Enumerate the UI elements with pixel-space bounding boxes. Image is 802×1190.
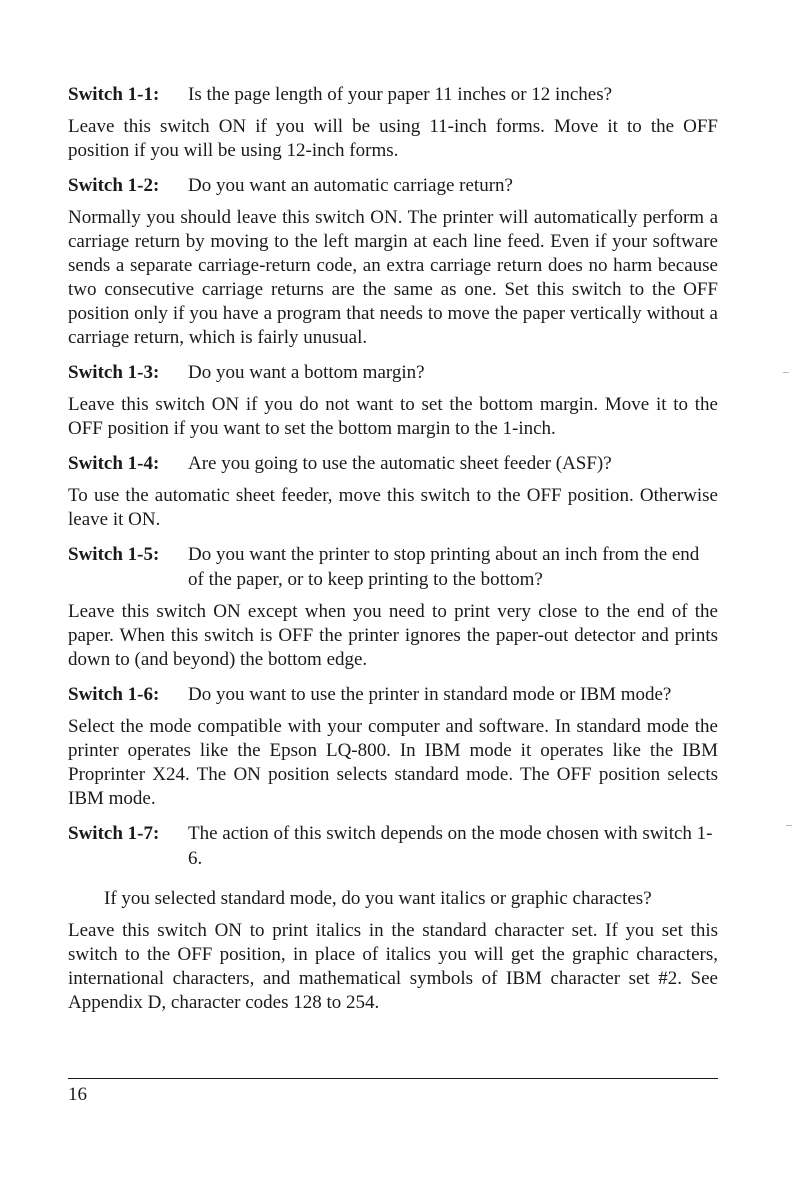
switch-heading	[68, 173, 718, 198]
switch-description: Leave this switch ON if you will be using 11-inch forms. Move it to the OFF position if you will be using 12-inch forms.	[68, 116, 718, 161]
scan-speck	[783, 372, 789, 373]
switch-description: Normally you should leave this switch ON. The printer will automatically perform a carriage return by moving to the left margin at each line feed. Even if your software sends a separate carriage-return code, an extra carriage return does no harm because two consecutive carriage returns are the same as one. Set this switch to the OFF position only if you have a program that needs to move the paper vertically without a carriage return, which is fairly unusual.	[68, 207, 718, 348]
switch-label: Switch 1-7:	[68, 823, 160, 844]
scan-speck	[786, 825, 792, 826]
footer-rule	[68, 1078, 718, 1079]
switch-question: The action of this switch depends on the mode chosen with switch 1-6.	[188, 823, 713, 869]
switch-description: Leave this switch ON if you do not want to set the bottom margin. Move it to the OFF position if you want to set the bottom margin to the 1-inch.	[68, 394, 718, 439]
switch-question: Do you want to use the printer in standard mode or IBM mode?	[188, 684, 672, 705]
switch-section-1-7	[68, 821, 718, 1015]
switch-label: Switch 1-4:	[68, 453, 160, 474]
switch-label: Switch 1-5:	[68, 544, 160, 565]
switch-heading	[68, 82, 718, 107]
switch-heading	[68, 542, 718, 592]
switch-question: Is the page length of your paper 11 inches or 12 inches?	[188, 84, 613, 105]
switch-heading	[68, 451, 718, 476]
manual-page-body	[68, 82, 718, 1025]
switch-question: Do you want a bottom margin?	[188, 362, 425, 383]
switch-heading	[68, 682, 718, 707]
switch-section-1-1	[68, 82, 718, 163]
switch-question: Do you want the printer to stop printing about an inch from the end of the paper, or to keep printing to the bottom?	[188, 544, 700, 590]
switch-label: Switch 1-6:	[68, 684, 160, 705]
switch-description: Leave this switch ON except when you need to print very close to the end of the paper. When this switch is OFF the printer ignores the paper-out detector and prints down to (and beyond) the bottom edge.	[68, 601, 718, 670]
switch-description: To use the automatic sheet feeder, move this switch to the OFF position. Otherwise leave it ON.	[68, 485, 718, 530]
switch-description: Select the mode compatible with your computer and software. In standard mode the printer operates like the Epson LQ-800. In IBM mode it operates like the IBM Proprinter X24. The ON position selects standard mode. The OFF position selects IBM mode.	[68, 716, 718, 809]
switch-label: Switch 1-2:	[68, 175, 160, 196]
follow-up-question: If you selected standard mode, do you want italics or graphic charactes?	[104, 888, 652, 909]
switch-section-1-4	[68, 451, 718, 532]
follow-up-answer: Leave this switch ON to print italics in the standard character set. If you set this switch to the OFF position, in place of italics you will get the graphic characters, international characters, and mathematical symbols of IBM character set #2. See Appendix D, character codes 128 to 254.	[68, 920, 718, 1013]
switch-heading	[68, 360, 718, 385]
switch-question: Are you going to use the automatic sheet feeder (ASF)?	[188, 453, 612, 474]
page-number: 16	[68, 1084, 87, 1105]
switch-section-1-3	[68, 360, 718, 441]
switch-question: Do you want an automatic carriage return?	[188, 175, 513, 196]
switch-heading	[68, 821, 718, 871]
switch-label: Switch 1-3:	[68, 362, 160, 383]
switch-label: Switch 1-1:	[68, 84, 160, 105]
switch-section-1-5	[68, 542, 718, 672]
switch-section-1-2	[68, 173, 718, 350]
switch-section-1-6	[68, 682, 718, 811]
